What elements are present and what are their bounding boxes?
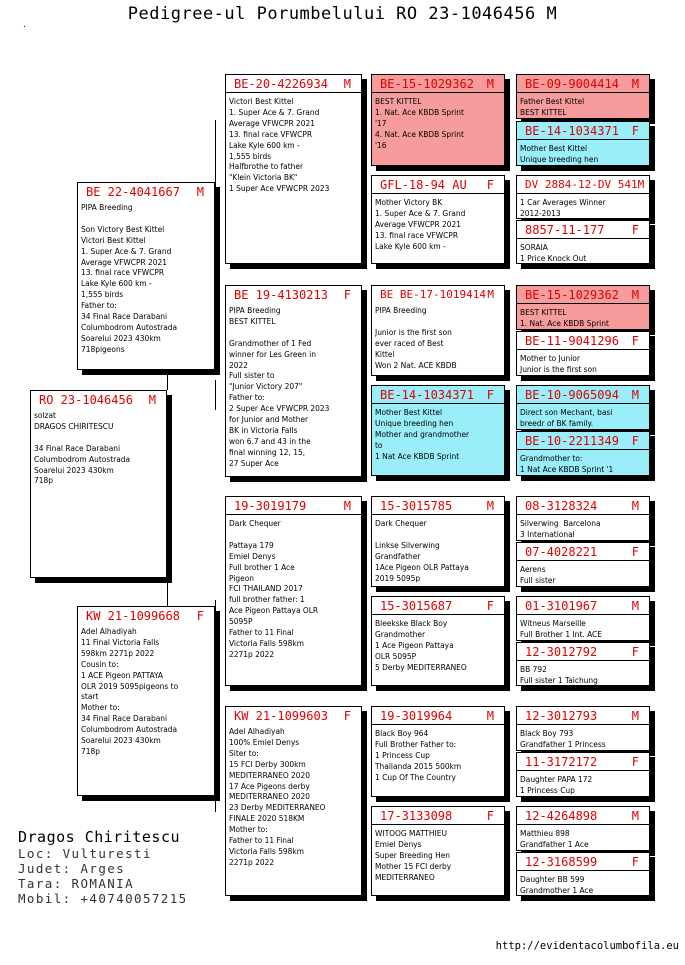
- sex-label: F: [631, 755, 639, 769]
- card-notes: Mother Best Kittel Unique breeding hen Mother and grandmother to 1 Nat Ace KBDB Sprint: [375, 407, 470, 461]
- sex-label: M: [631, 77, 639, 91]
- owner-location: Loc: Vulturesti: [18, 846, 152, 861]
- ring-number: 19-3019964: [380, 709, 453, 723]
- pedigree-card-dam[interactable]: [77, 606, 215, 796]
- card-notes: Victori Best Kittel 1. Super Ace & 7. Grand Average VFWCPR 2021 13. final race VFWCPR Lake Kyle 600 km - 1,555 birds Halfbrothe to father "Klein Victoria BK" 1 Super Ace VFWCPR 2023: [229, 96, 330, 194]
- ring-number: 15-3015687: [380, 599, 453, 613]
- card-notes: solzat DRAGOS CHIRITESCU 34 Final Race Darabani Columbodrom Autostrada Soarelui 2023 430km 718p: [34, 410, 131, 486]
- card-notes: BEST KITTEL 1. Nat. Ace KBDB Sprint: [520, 307, 609, 328]
- pedigree-card-g7[interactable]: [516, 385, 650, 430]
- sex-label: F: [486, 178, 494, 192]
- card-notes: Daughter PAPA 172 1 Princess Cup: [520, 774, 593, 795]
- pedigree-card-dam-dam[interactable]: [225, 706, 362, 896]
- ring-number: 01-3101967: [525, 599, 598, 613]
- pedigree-card-sire-dam[interactable]: [225, 285, 362, 477]
- sex-label: M: [196, 185, 204, 199]
- pedigree-card-g10[interactable]: [516, 542, 650, 587]
- card-notes: Dark Chequer Linkse Silverwing Grandfather 1Ace Pigeon OLR Pattaya 2019 5095p: [375, 518, 469, 583]
- connector-line: [167, 580, 168, 608]
- pedigree-card-dds[interactable]: [371, 706, 505, 797]
- ring-number: BE-09-9004414: [525, 77, 619, 91]
- ring-number: BE-14-1034371: [525, 124, 619, 138]
- card-notes: PIPA Breeding Junior is the first son ever raced of Best Kittel Won 2 Nat. ACE KBDB: [375, 305, 457, 370]
- ring-number: BE-11-9041296: [525, 334, 619, 348]
- sex-label: F: [486, 809, 494, 823]
- owner-info: [18, 828, 188, 906]
- sex-label: F: [343, 709, 351, 723]
- ring-number: BE-10-2211349: [525, 434, 619, 448]
- ring-number: 08-3128324: [525, 499, 598, 513]
- pedigree-card-g4[interactable]: [516, 220, 650, 264]
- card-notes: WITOOG MATTHIEU Emiel Denys Super Breeding Hen Mother 15 FCI derby MEDITERRANEO: [375, 828, 452, 882]
- sex-label: M: [631, 809, 639, 823]
- sex-label: M: [631, 499, 639, 513]
- pedigree-card-dam-sire[interactable]: [225, 496, 362, 686]
- ring-number: KW 21-1099668: [86, 609, 180, 623]
- ring-number: 12-4264898: [525, 809, 598, 823]
- sex-label: F: [631, 645, 639, 659]
- pedigree-card-sdd[interactable]: [371, 385, 505, 476]
- sex-label: M: [637, 178, 645, 191]
- card-notes: BEST KITTEL 1. Nat. Ace KBDB Sprint '17 4. Nat. Ace KBDB Sprint '16: [375, 96, 464, 150]
- card-notes: Daughter BB 599 Grandmother 1 Ace: [520, 874, 594, 895]
- ring-number: 12-3012793: [525, 709, 598, 723]
- ring-number: BE-10-9065094: [525, 388, 619, 402]
- card-notes: Mother to Junior Junior is the first son: [520, 353, 597, 374]
- sex-label: M: [631, 599, 639, 613]
- pedigree-card-g9[interactable]: [516, 496, 650, 541]
- sex-label: M: [486, 77, 494, 91]
- sex-label: F: [631, 545, 639, 559]
- pedigree-card-g14[interactable]: [516, 752, 650, 797]
- ring-number: 15-3015785: [380, 499, 453, 513]
- page-title: Pedigree-ul Porumbelului RO 23-1046456 M: [127, 4, 558, 24]
- connector-line: [215, 380, 216, 410]
- card-notes: Black Boy 793 Grandfather 1 Princess: [520, 728, 606, 749]
- card-notes: Adel Alhadiyah 100% Emiel Denys Siter to: 15 FCI Derby 300km MEDITERRANEO 2020 17 Ace Pigeons derby MEDITERRANEO 2020 23 Derby MEDITERRANEO FINALE 2020 518KM Mother to: Father to 11 Final Victoria Falls 598km 2271p 2022: [229, 726, 326, 867]
- ring-number: 12-3168599: [525, 855, 598, 869]
- owner-county: Judet: Arges: [18, 861, 126, 876]
- ring-number: 8857-11-177: [525, 223, 605, 237]
- pedigree-card-sds[interactable]: [371, 285, 505, 376]
- ring-number: BE-20-4226934: [234, 77, 328, 91]
- pedigree-card-sire-sire[interactable]: [225, 74, 362, 264]
- pedigree-card-ddd[interactable]: [371, 806, 505, 896]
- owner-phone: Mobil: +40740057215: [18, 891, 188, 906]
- ring-number: RO 23-1046456: [39, 393, 133, 407]
- sex-label: F: [631, 124, 639, 138]
- pedigree-card-g8[interactable]: [516, 431, 650, 476]
- pedigree-card-ssd[interactable]: [371, 175, 505, 264]
- pedigree-card-sss[interactable]: [371, 74, 505, 166]
- sex-label: M: [148, 393, 156, 407]
- pedigree-card-g5[interactable]: [516, 285, 650, 330]
- ring-number: 19-3019179: [234, 499, 307, 513]
- owner-name: Dragos Chiritescu: [18, 828, 181, 846]
- sex-label: F: [486, 388, 494, 402]
- pedigree-card-g3[interactable]: [516, 175, 650, 219]
- sex-label: F: [631, 855, 639, 869]
- pedigree-card-g13[interactable]: [516, 706, 650, 751]
- ring-number: GFL-18-94 AU: [380, 178, 467, 192]
- card-notes: Grandmother to: 1 Nat Ace KBDB Sprint '1: [520, 453, 614, 474]
- sex-label: M: [631, 709, 639, 723]
- ring-number: 12-3012792: [525, 645, 598, 659]
- sex-label: M: [631, 388, 639, 402]
- card-notes: Mother Best Kittel Unique breeding hen: [520, 143, 599, 164]
- card-notes: SORAIA 1 Price Knock Out: [520, 242, 587, 263]
- ring-number: BE-15-1029362: [380, 77, 474, 91]
- card-notes: Matthieu 898 Grandfather 1 Ace: [520, 828, 589, 849]
- ring-number: DV 2884-12-DV 541: [525, 178, 638, 191]
- ring-number: BE 22-4041667: [86, 185, 180, 199]
- pedigree-card-g11[interactable]: [516, 596, 650, 641]
- ring-number: BE BE-17-1019414: [380, 288, 486, 301]
- card-notes: PIPA Breeding Son Victory Best Kittel Victori Best Kittel 1. Super Ace & 7. Grand Average VFWCPR 2021 13. final race VFWCPR Lake Kyle 600 km - 1,555 birds Father to: 34 Final Race Darabani Columbodrom Autostrada Soarelui 2023 430km 718pigeons: [81, 202, 178, 354]
- pedigree-card-g15[interactable]: [516, 806, 650, 851]
- sex-label: M: [631, 288, 639, 302]
- ring-number: 17-3133098: [380, 809, 453, 823]
- ring-number: KW 21-1099603: [234, 709, 328, 723]
- pedigree-card-g16[interactable]: [516, 852, 650, 896]
- ring-number: 07-4028221: [525, 545, 598, 559]
- pedigree-card-g1[interactable]: [516, 74, 650, 119]
- decorative-dot: ·: [22, 22, 27, 31]
- sex-label: F: [631, 434, 639, 448]
- card-notes: Adel Alhadiyah 11 Final Victoria Falls 598km 2271p 2022 Cousin to: 1 ACE Pigeon PATTAYA OLR 2019 5095pigeons to start Mother to: 34 Final Race Darabani Columbodrom Autostrada Soarelui 2023 430km 718p: [81, 626, 179, 756]
- card-notes: BB 792 Full sister 1 Taichung: [520, 664, 598, 685]
- pedigree-card-subject[interactable]: [30, 390, 167, 578]
- sex-label: F: [631, 334, 639, 348]
- card-notes: Dark Chequer Pattaya 179 Emiel Denys Full brother 1 Ace Pigeon FCI THAILAND 2017 full brother father: 1 Ace Pigeon Pattaya OLR 5095P Father to 11 Final Victoria Falls 598km 2271p 2022: [229, 518, 319, 659]
- pedigree-card-sire[interactable]: [77, 182, 215, 370]
- card-notes: Silverwing Barcelona 3 International: [520, 518, 601, 539]
- ring-number: BE 19-4130213: [234, 288, 328, 302]
- card-notes: Bleekske Black Boy Grandmother 1 Ace Pigeon Pattaya OLR 5095P 5 Derby MEDITERRANEO: [375, 618, 467, 672]
- ring-number: BE-15-1029362: [525, 288, 619, 302]
- sex-label: M: [343, 77, 351, 91]
- pedigree-card-g12[interactable]: [516, 642, 650, 686]
- sex-label: M: [343, 499, 351, 513]
- ring-number: BE-14-1034371: [380, 388, 474, 402]
- pedigree-card-dss[interactable]: [371, 496, 505, 587]
- connector-line: [215, 600, 216, 622]
- website-link[interactable]: http://evidentacolumbofila.eu: [495, 940, 679, 952]
- card-notes: Black Boy 964 Full Brother Father to: 1 Princess Cup Thailanda 2015 500km 1 Cup Of The Country: [375, 728, 462, 782]
- owner-country: Tara: ROMANIA: [18, 876, 135, 891]
- pedigree-card-g2[interactable]: [516, 121, 650, 166]
- sex-label: F: [343, 288, 351, 302]
- card-notes: Mother Victory BK 1. Super Ace & 7. Grand Average VFWCPR 2021 13. final race VFWCPR Lake Kyle 600 km -: [375, 197, 466, 251]
- sex-label: M: [486, 709, 494, 723]
- sex-label: M: [486, 499, 494, 513]
- connector-line: [215, 120, 216, 220]
- sex-label: M: [487, 288, 494, 301]
- card-notes: Father Best Kittel BEST KITTEL: [520, 96, 585, 117]
- sex-label: F: [196, 609, 204, 623]
- sex-label: F: [486, 599, 494, 613]
- ring-number: 11-3172172: [525, 755, 598, 769]
- card-notes: Witneus Marseille Full Brother 1 Int. ACE: [520, 618, 602, 639]
- pedigree-card-g6[interactable]: [516, 331, 650, 376]
- pedigree-card-dsd[interactable]: [371, 596, 505, 686]
- card-notes: 1 Car Averages Winner 2012-2013: [520, 197, 606, 218]
- card-notes: PIPA Breeding BEST KITTEL Grandmother of 1 Fed winner for Les Green in 2022 Full sister to "Junior Victory 207" Father to: 2 Super Ace VFWCPR 2023 for Junior and Mother BK in Victoria Falls won 6.7 and 43 in the final winning 12, 15, 27 Super Ace: [229, 305, 330, 468]
- card-notes: Aerens Full sister: [520, 564, 556, 585]
- card-notes: Direct son Mechant, basi breedr of BK family.: [520, 407, 613, 428]
- sex-label: F: [631, 223, 639, 237]
- connector-line: [215, 790, 216, 812]
